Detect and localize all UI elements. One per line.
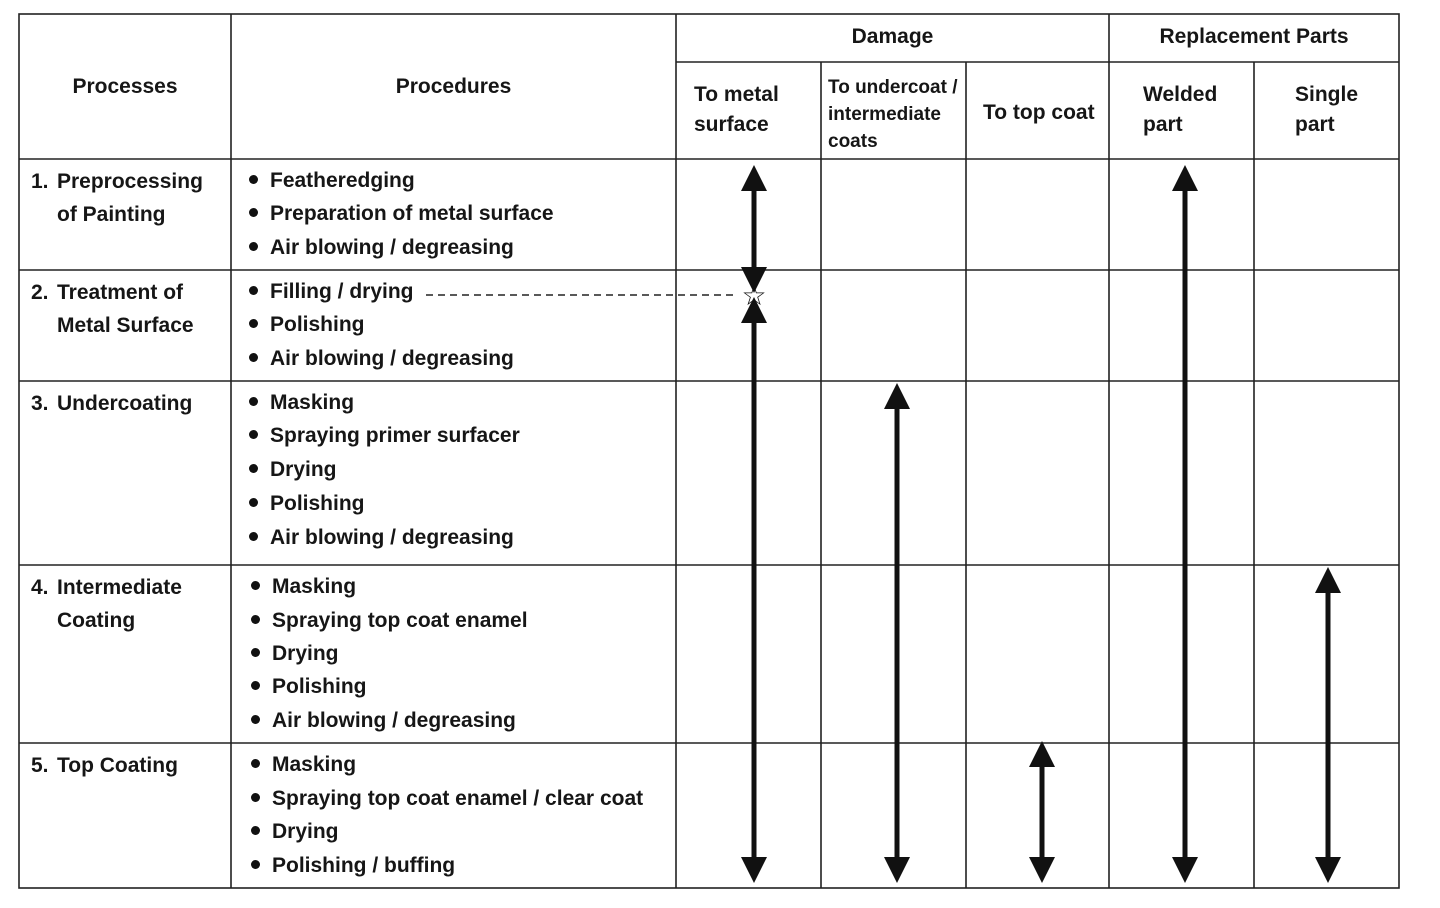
bullet-icon (249, 208, 258, 217)
header-welded-part (1143, 80, 1217, 140)
process-1 (31, 165, 203, 231)
procedure-4-5 (251, 709, 516, 733)
header-to-top-coat: To top coat (983, 101, 1095, 124)
procedure-5-4 (251, 854, 455, 878)
bullet-icon (249, 464, 258, 473)
procedure-5-3 (251, 820, 339, 844)
procedure-3-5 (249, 526, 514, 550)
procedure-3-4 (249, 492, 365, 516)
procedure-3-3 (249, 458, 337, 482)
header-welded-part-line2: part (1143, 113, 1183, 136)
header-single-part-line1: Single (1295, 83, 1359, 106)
process-2 (31, 276, 194, 342)
procedure-4-1 (251, 575, 356, 599)
bullet-icon (251, 615, 260, 624)
procedure-1-2 (249, 202, 554, 226)
procedure-text: Featheredging (270, 169, 415, 192)
bullet-icon (251, 681, 260, 690)
star-icon: ☆ (741, 279, 767, 312)
procedure-3-2 (249, 424, 520, 448)
bullet-icon (249, 319, 258, 328)
procedure-4-4 (251, 675, 367, 699)
procedure-4-2 (251, 609, 528, 633)
procedure-1-3 (249, 236, 514, 260)
procedure-5-1 (251, 753, 356, 777)
process-2-line1: Treatment of (57, 281, 184, 304)
bullet-icon (249, 430, 258, 439)
process-4-line2: Coating (57, 609, 136, 632)
process-2-number: 2. (31, 281, 49, 304)
bullet-icon (249, 397, 258, 406)
procedure-text: Spraying top coat enamel (272, 609, 528, 632)
header-to-metal-surface (694, 80, 779, 140)
process-1-line1: Preprocessing (57, 170, 203, 193)
process-3 (31, 387, 192, 420)
process-4 (31, 571, 182, 637)
bullet-icon (251, 759, 260, 768)
bullet-icon (251, 715, 260, 724)
procedure-text: Air blowing / degreasing (272, 709, 516, 732)
process-4-number: 4. (31, 576, 49, 599)
process-4-line1: Intermediate (57, 576, 182, 599)
procedure-2-1 (249, 280, 418, 304)
process-5-number: 5. (31, 754, 49, 777)
header-to-undercoat-line1: To undercoat / (828, 77, 958, 98)
bullet-icon (251, 860, 260, 869)
bullet-icon (249, 286, 258, 295)
header-single-part-line2: part (1295, 113, 1335, 136)
procedure-text: Drying (272, 642, 339, 665)
process-3-number: 3. (31, 392, 49, 415)
procedure-3-1 (249, 391, 354, 415)
procedure-2-3 (249, 347, 514, 371)
procedure-text: Masking (270, 391, 355, 414)
bullet-icon (251, 793, 260, 802)
procedure-1-1 (249, 169, 415, 193)
process-5-line1: Top Coating (57, 754, 178, 777)
header-welded-part-line1: Welded (1143, 83, 1218, 106)
header-to-metal-surface-line1: To metal (694, 83, 779, 106)
procedure-text: Filling / drying (270, 280, 414, 303)
procedure-text: Air blowing / degreasing (270, 236, 514, 259)
bullet-icon (249, 353, 258, 362)
bullet-icon (249, 532, 258, 541)
procedure-text: Air blowing / degreasing (270, 347, 514, 370)
procedure-2-2 (249, 313, 365, 337)
process-1-line2: of Painting (57, 203, 166, 226)
header-damage: Damage (851, 25, 934, 48)
bullet-icon (251, 581, 260, 590)
bullet-icon (249, 498, 258, 507)
process-2-line2: Metal Surface (57, 314, 194, 337)
procedure-text: Masking (272, 753, 357, 776)
bullet-icon (251, 648, 260, 657)
bullet-icon (249, 242, 258, 251)
header-single-part (1295, 80, 1358, 140)
procedure-text: Preparation of metal surface (270, 202, 554, 225)
procedure-5-2 (251, 787, 643, 811)
bullet-icon (251, 826, 260, 835)
process-3-line1: Undercoating (57, 392, 193, 415)
process-1-number: 1. (31, 170, 49, 193)
procedure-text: Drying (272, 820, 339, 843)
procedure-text: Spraying primer surfacer (270, 424, 520, 447)
header-to-metal-surface-line2: surface (694, 113, 769, 136)
header-to-undercoat-line2: intermediate (828, 104, 941, 125)
procedure-text: Polishing / buffing (272, 854, 456, 877)
header-procedures: Procedures (395, 75, 512, 98)
header-to-undercoat-line3: coats (828, 131, 878, 152)
procedure-text: Polishing (270, 492, 365, 515)
process-5 (31, 749, 178, 782)
procedure-4-3 (251, 642, 339, 666)
procedure-text: Spraying top coat enamel / clear coat (272, 787, 644, 810)
procedure-text: Polishing (272, 675, 367, 698)
bullet-icon (249, 175, 258, 184)
header-replacement-parts: Replacement Parts (1159, 25, 1349, 48)
procedure-text: Polishing (270, 313, 365, 336)
procedure-text: Drying (270, 458, 337, 481)
procedure-text: Air blowing / degreasing (270, 526, 514, 549)
header-processes: Processes (72, 75, 178, 98)
procedure-text: Masking (272, 575, 357, 598)
header-to-undercoat (828, 74, 957, 155)
